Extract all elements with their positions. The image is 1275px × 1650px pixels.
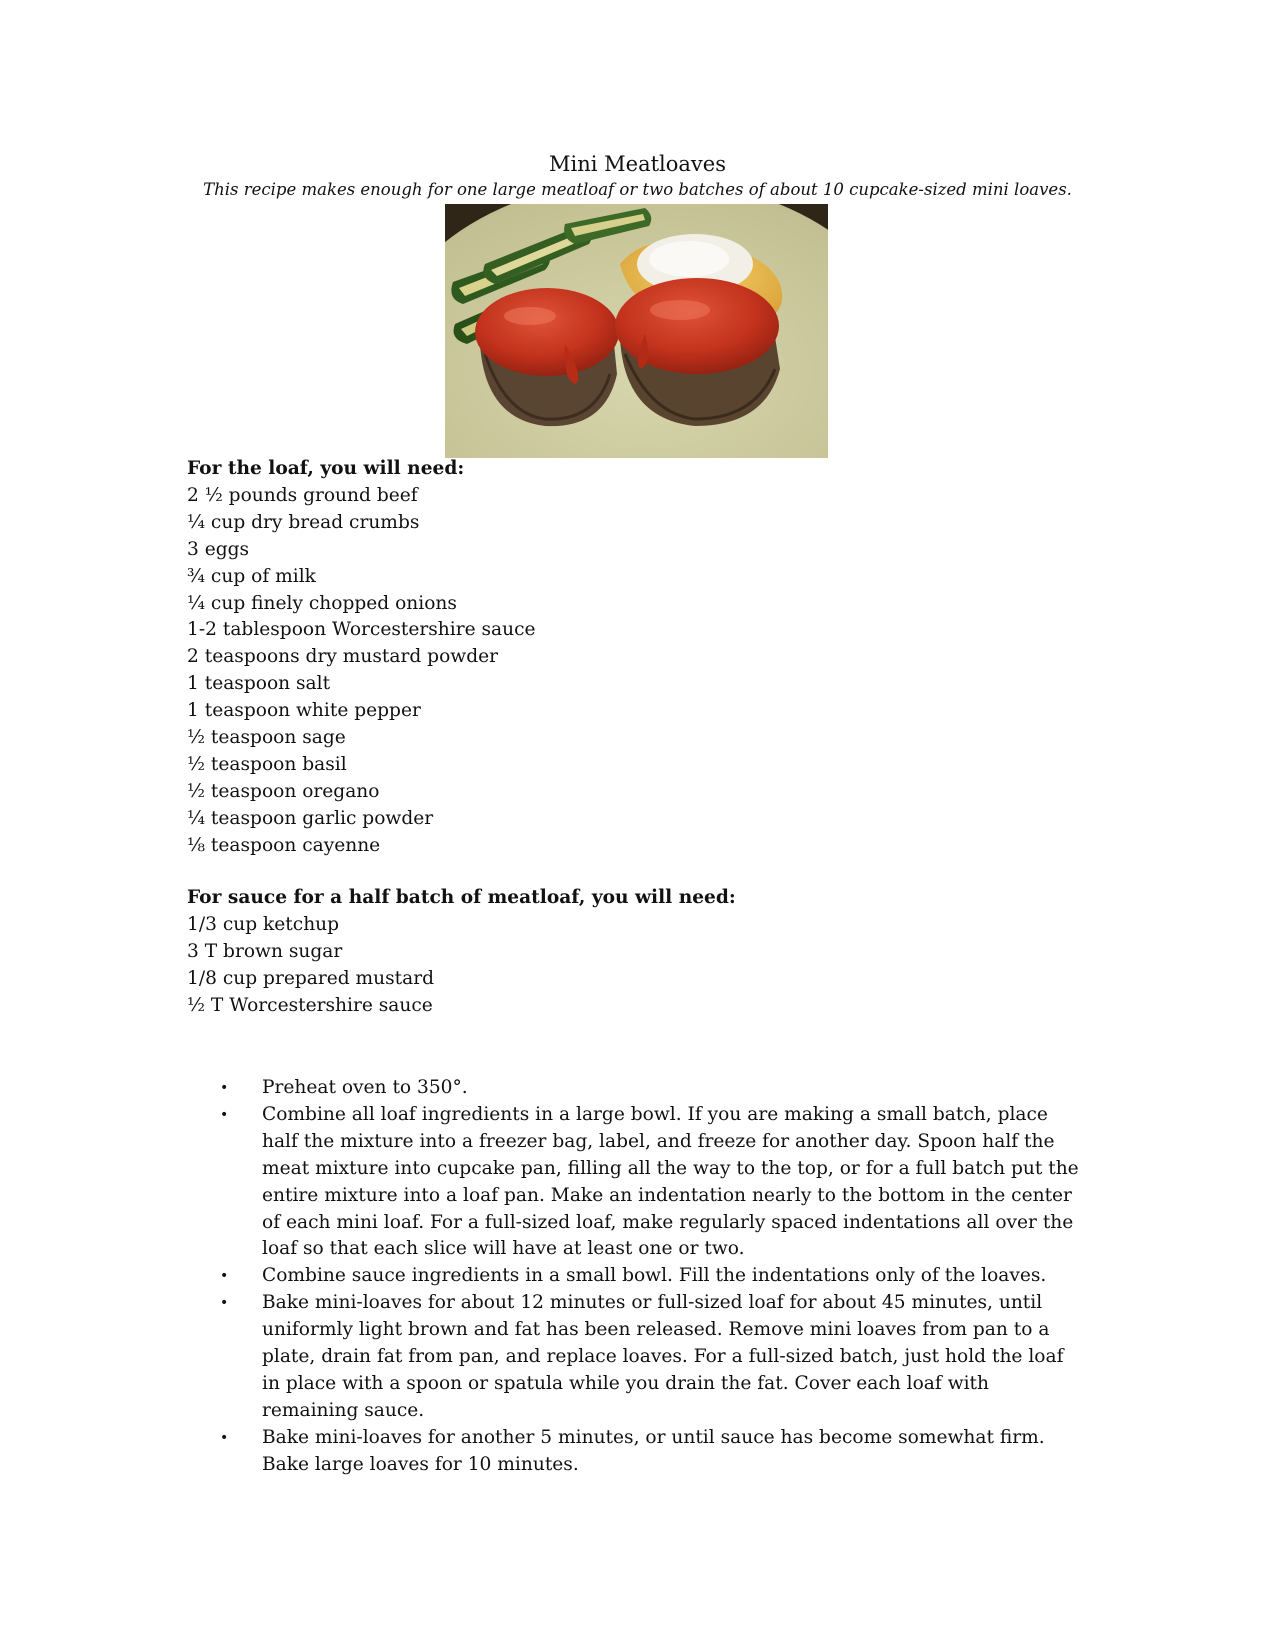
- list-item: 1-2 tablespoon Worcestershire sauce: [187, 619, 536, 641]
- list-item: 1/3 cup ketchup: [187, 913, 340, 935]
- list-item: 1 teaspoon salt: [187, 673, 331, 695]
- step-text: Preheat oven to 350°.: [262, 1077, 468, 1098]
- instruction-steps: [220, 1075, 1080, 1479]
- bullet-icon: •: [220, 1080, 229, 1096]
- step-text: Bake mini-loaves for another 5 minutes, or until sauce has become somewhat firm. Bake large loaves for 10 minutes.: [262, 1426, 1045, 1475]
- list-item: ¼ cup dry bread crumbs: [187, 511, 420, 533]
- bullet-icon: •: [220, 1429, 229, 1446]
- step-item: [220, 1290, 1080, 1425]
- meatloaf-photo: [445, 204, 828, 458]
- list-item: 2 ½ pounds ground beef: [187, 484, 418, 506]
- list-item: 2 teaspoons dry mustard powder: [187, 646, 498, 668]
- list-item: ½ teaspoon oregano: [187, 780, 380, 802]
- list-item: ⅛ teaspoon cayenne: [187, 834, 381, 856]
- list-item: ½ teaspoon basil: [187, 753, 347, 775]
- list-item: ½ teaspoon sage: [187, 727, 346, 749]
- recipe-subtitle: This recipe makes enough for one large meatloaf or two batches of about 10 cupcake-sized mini loaves.: [203, 180, 1072, 199]
- recipe-title: Mini Meatloaves: [549, 152, 726, 176]
- step-item: [220, 1263, 1080, 1290]
- loaf-ingredients-heading: For the loaf, you will need:: [187, 458, 465, 479]
- sauce-ingredients-heading: For sauce for a half batch of meatloaf, you will need:: [187, 887, 736, 908]
- bullet-icon: •: [220, 1295, 229, 1312]
- step-item: [220, 1102, 1080, 1263]
- loaf-ingredients: [187, 456, 1087, 860]
- list-item: 3 T brown sugar: [187, 940, 343, 962]
- list-item: 3 eggs: [187, 538, 250, 560]
- step-item: [220, 1425, 1080, 1479]
- step-text: Bake mini-loaves for about 12 minutes or full-sized loaf for about 45 minutes, until uniformly light brown and fat has been released. Remove mini loaves from pan to a plate, drain fat from pan, and replace loaves. For a full-sized batch, just hold the loaf in place with a spoon or spatula while you drain the fat. Cover each loaf with remaining sauce.: [262, 1292, 1064, 1421]
- list-item: ½ T Worcestershire sauce: [187, 994, 433, 1016]
- list-item: 1/8 cup prepared mustard: [187, 967, 435, 989]
- bullet-icon: •: [220, 1268, 229, 1285]
- sauce-ingredients: [187, 885, 1087, 1020]
- meatloaf-photo-icon: [445, 204, 828, 458]
- list-item: ¼ teaspoon garlic powder: [187, 807, 434, 829]
- step-text: Combine all loaf ingredients in a large bowl. If you are making a small batch, place half the mixture into a freezer bag, label, and freeze for another day. Spoon half the meat mixture into cupcake pan, filling all the way to the top, or for a full batch put the entire mixture into a loaf pan. Make an indentation nearly to the bottom in the center of each mini loaf. For a full-sized loaf, make regularly spaced indentations all over the loaf so that each slice will have at least one or two.: [262, 1103, 1079, 1260]
- step-item: [220, 1075, 1080, 1102]
- bullet-icon: •: [220, 1106, 229, 1123]
- list-item: 1 teaspoon white pepper: [187, 700, 421, 722]
- step-text: Combine sauce ingredients in a small bowl. Fill the indentations only of the loaves.: [262, 1265, 1047, 1287]
- list-item: ¾ cup of milk: [187, 565, 316, 587]
- list-item: ¼ cup finely chopped onions: [187, 592, 457, 614]
